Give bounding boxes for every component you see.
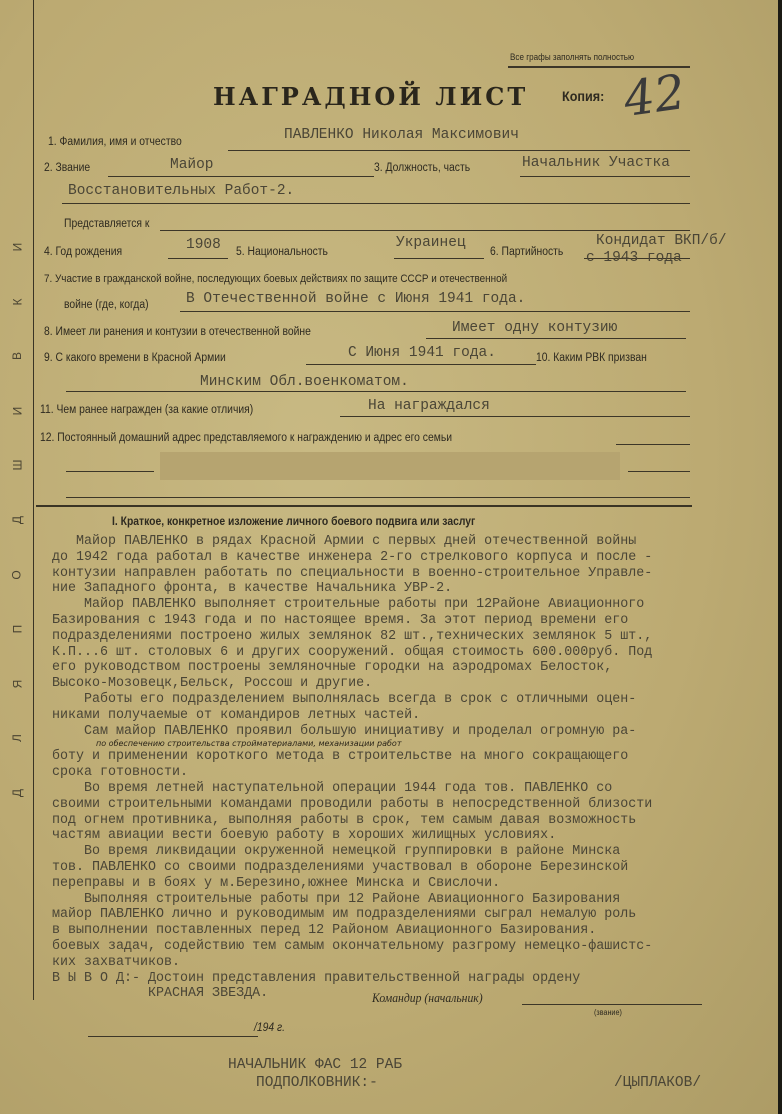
field-party-value-cont: с 1943 года <box>586 250 682 266</box>
narrative-line: переправы и в боях у м.Березино,южнее Минска и Свислочи. <box>52 874 501 891</box>
narrative-line: Майор ПАВЛЕНКО в рядах Красной Армии с первых дней отечественной войны <box>52 533 637 549</box>
narrative-line: Базирования с 1943 года и по настоящее время. За этот период времени его <box>52 611 629 628</box>
margin-stamp-letter: Ш <box>10 459 24 471</box>
field-name-value: ПАВЛЕНКО Николая Максимович <box>284 127 519 143</box>
field-underline <box>628 471 690 472</box>
field-position-label: 3. Должность, часть <box>374 162 471 174</box>
narrative-line: контузии направлен работать по специальности в военно-строительное Управле- <box>52 564 653 581</box>
field-army-since-value: С Июня 1941 года. <box>348 345 496 361</box>
narrative-line: срока готовности. <box>52 764 189 781</box>
narrative-line: Работы его подразделением выполнялась всегда в срок с отличными оцен- <box>52 690 637 707</box>
narrative-line: ких захватчиков. <box>52 953 181 970</box>
redacted-address <box>160 452 620 480</box>
document-title: НАГРАДНОЙ ЛИСТ <box>213 82 529 111</box>
narrative-line: Выполняя строительные работы при 12 Районе Авиационного Базирования <box>52 890 621 907</box>
margin-stamp-letter: Д <box>9 515 24 525</box>
field-address-label: 12. Постоянный домашний адрес представляемого к награждению и адрес его семьи <box>40 432 453 444</box>
field-underline <box>62 203 690 204</box>
field-underline <box>228 150 690 151</box>
narrative-line: его руководством построены земляночные городки на аэродромах Белосток, <box>52 659 613 676</box>
field-army-since-label: 9. С какого времени в Красной Армии <box>44 352 226 364</box>
narrative-line: майор ПАВЛЕНКО лично и руководимым им подразделениями сыграл немалую роль <box>52 906 637 923</box>
narrative-line: Сам майор ПАВЛЕНКО проявил большую инициативу и проделал огромную ра- <box>52 722 637 739</box>
field-underline <box>66 471 154 472</box>
narrative-line: своими строительными командами проводили работы в непосредственной близости <box>52 795 653 812</box>
field-party-label: 6. Партийность <box>490 246 564 258</box>
narrative-line: никами получаемые от командиров летных частей. <box>52 706 421 723</box>
field-wounds-value: Имеет одну контузию <box>452 320 618 336</box>
narrative-line: ние Западного фронта, в качестве Начальника УВР-2. <box>52 580 453 597</box>
chief-name: /ЦЫПЛАКОВ/ <box>614 1075 702 1091</box>
field-position-value: Начальник Участка <box>522 155 670 171</box>
margin-stamp-letter: О <box>10 569 24 580</box>
field-war-label: 7. Участие в гражданской войне, последующих боевых действиях по защите СССР и отечественной <box>44 273 508 285</box>
narrative-line: частям авиации вести боевую работу в хороших жилищных условиях. <box>52 827 557 844</box>
margin-stamp-letter: И <box>10 406 24 416</box>
margin-stamp-for-binding <box>4 240 30 800</box>
field-rvk-value: Минским Обл.военкоматом. <box>200 374 409 390</box>
field-party-value: Кондидат ВКП/б/ <box>596 233 727 249</box>
fill-all-note: Все графы заполнять полностью <box>510 52 635 62</box>
field-nationality-value: Украинец <box>396 235 466 251</box>
narrative-line: В Ы В О Д:- Достоин представления правительственной награды ордену <box>52 969 581 986</box>
commander-label: Командир (начальник) <box>372 990 483 1005</box>
chief-rank: ПОДПОЛКОВНИК:- <box>256 1075 378 1091</box>
date-suffix: /194 г. <box>254 1022 286 1034</box>
narrative-line: подразделениями построено жилых землянок 82 шт.,технических землянок 5 шт., <box>52 627 653 644</box>
field-wounds-label: 8. Имеет ли ранения и контузии в отечественной войне <box>44 326 311 338</box>
field-birth-year-value: 1908 <box>186 237 221 253</box>
margin-stamp-letter: Я <box>9 679 24 689</box>
narrative-line: Высоко-Мозовецк,Бельск, Россош и другие. <box>52 675 373 692</box>
field-underline <box>180 311 690 312</box>
margin-stamp-letter: П <box>10 624 24 634</box>
field-underline <box>168 258 228 259</box>
field-name-label: 1. Фамилия, имя и отчество <box>48 136 182 148</box>
field-war-label-cont: войне (где, когда) <box>64 299 149 311</box>
field-birth-year-label: 4. Год рождения <box>44 246 123 258</box>
field-awards-label: 11. Чем ранее награжден (за какие отличия) <box>40 404 254 416</box>
narrative-text <box>52 534 772 1002</box>
section-divider <box>36 505 692 507</box>
field-underline <box>160 230 690 231</box>
field-underline <box>394 258 484 259</box>
field-rank-label: 2. Звание <box>44 162 91 174</box>
field-underline <box>66 497 690 498</box>
narrative-line: К.П...6 шт. столовых 6 и других сооружений. общая стоимость 600.000руб. Под <box>52 643 653 660</box>
narrative-line: Во время ликвидации окруженной немецкой группировки в районе Минска <box>52 843 621 860</box>
narrative-line: тов. ПАВЛЕНКО со своими подразделениями участвовал в обороне Березинской <box>52 858 629 875</box>
chief-title: НАЧАЛЬНИК ФАС 12 РАБ <box>228 1057 403 1073</box>
margin-stamp-letter: В <box>9 352 24 361</box>
field-rank-value: Майор <box>170 157 214 173</box>
field-position-value-cont: Восстановительных Работ-2. <box>68 183 295 199</box>
field-underline <box>520 176 690 177</box>
margin-stamp-letter: К <box>10 298 24 306</box>
field-underline <box>426 338 686 339</box>
field-underline <box>306 364 536 365</box>
margin-stamp-letter: Д <box>9 788 24 798</box>
narrative-line: в выполнении поставленных перед 12 Районом Авиационного Базирования. <box>52 922 597 939</box>
presented-for-label: Представляется к <box>64 218 150 230</box>
field-underline <box>616 444 690 445</box>
narrative-line: боевых задач, содействию тем самым окончательному разгрому немецко-фашистс- <box>52 937 653 954</box>
field-nationality-label: 5. Национальность <box>236 246 328 258</box>
narrative-line: КРАСНАЯ ЗВЕЗДА. <box>52 985 269 1002</box>
date-underline <box>88 1036 258 1037</box>
field-underline <box>66 391 686 392</box>
field-war-value: В Отечественной войне с Июня 1941 года. <box>186 291 526 307</box>
margin-stamp-letter: И <box>10 242 24 252</box>
copy-number-handwritten: 42 <box>620 64 689 128</box>
field-underline <box>108 176 374 177</box>
field-awards-value: На награждался <box>368 398 490 414</box>
field-rvk-label: 10. Каким РВК призван <box>536 352 647 364</box>
narrative-line: Майор ПАВЛЕНКО выполняет строительные работы при 12Районе Авиационного <box>52 596 645 613</box>
section-title: I. Краткое, конкретное изложение личного боевого подвига или заслуг <box>112 516 476 528</box>
narrative-line: до 1942 года работал в качестве инженера 2-го стрелкового корпуса и после - <box>52 548 653 565</box>
narrative-line: под огнем противника, выполняя работы в срок, тем самым давая возможность <box>52 811 637 828</box>
copy-label: Копия: <box>562 88 605 104</box>
signature-underline <box>522 1004 702 1005</box>
rank-caption: (звание) <box>594 1008 622 1017</box>
narrative-line: Во время летней наступательной операции 1944 года тов. ПАВЛЕНКО со <box>52 779 613 796</box>
handwritten-insert: по обеспечению строительства стройматериалами, механизации работ <box>96 739 402 749</box>
narrative-line: боту и применении короткого метода в строительстве на много сокращающего <box>52 748 629 765</box>
margin-rule <box>33 0 34 1000</box>
field-underline <box>340 416 690 417</box>
margin-stamp-letter: Л <box>10 734 24 743</box>
